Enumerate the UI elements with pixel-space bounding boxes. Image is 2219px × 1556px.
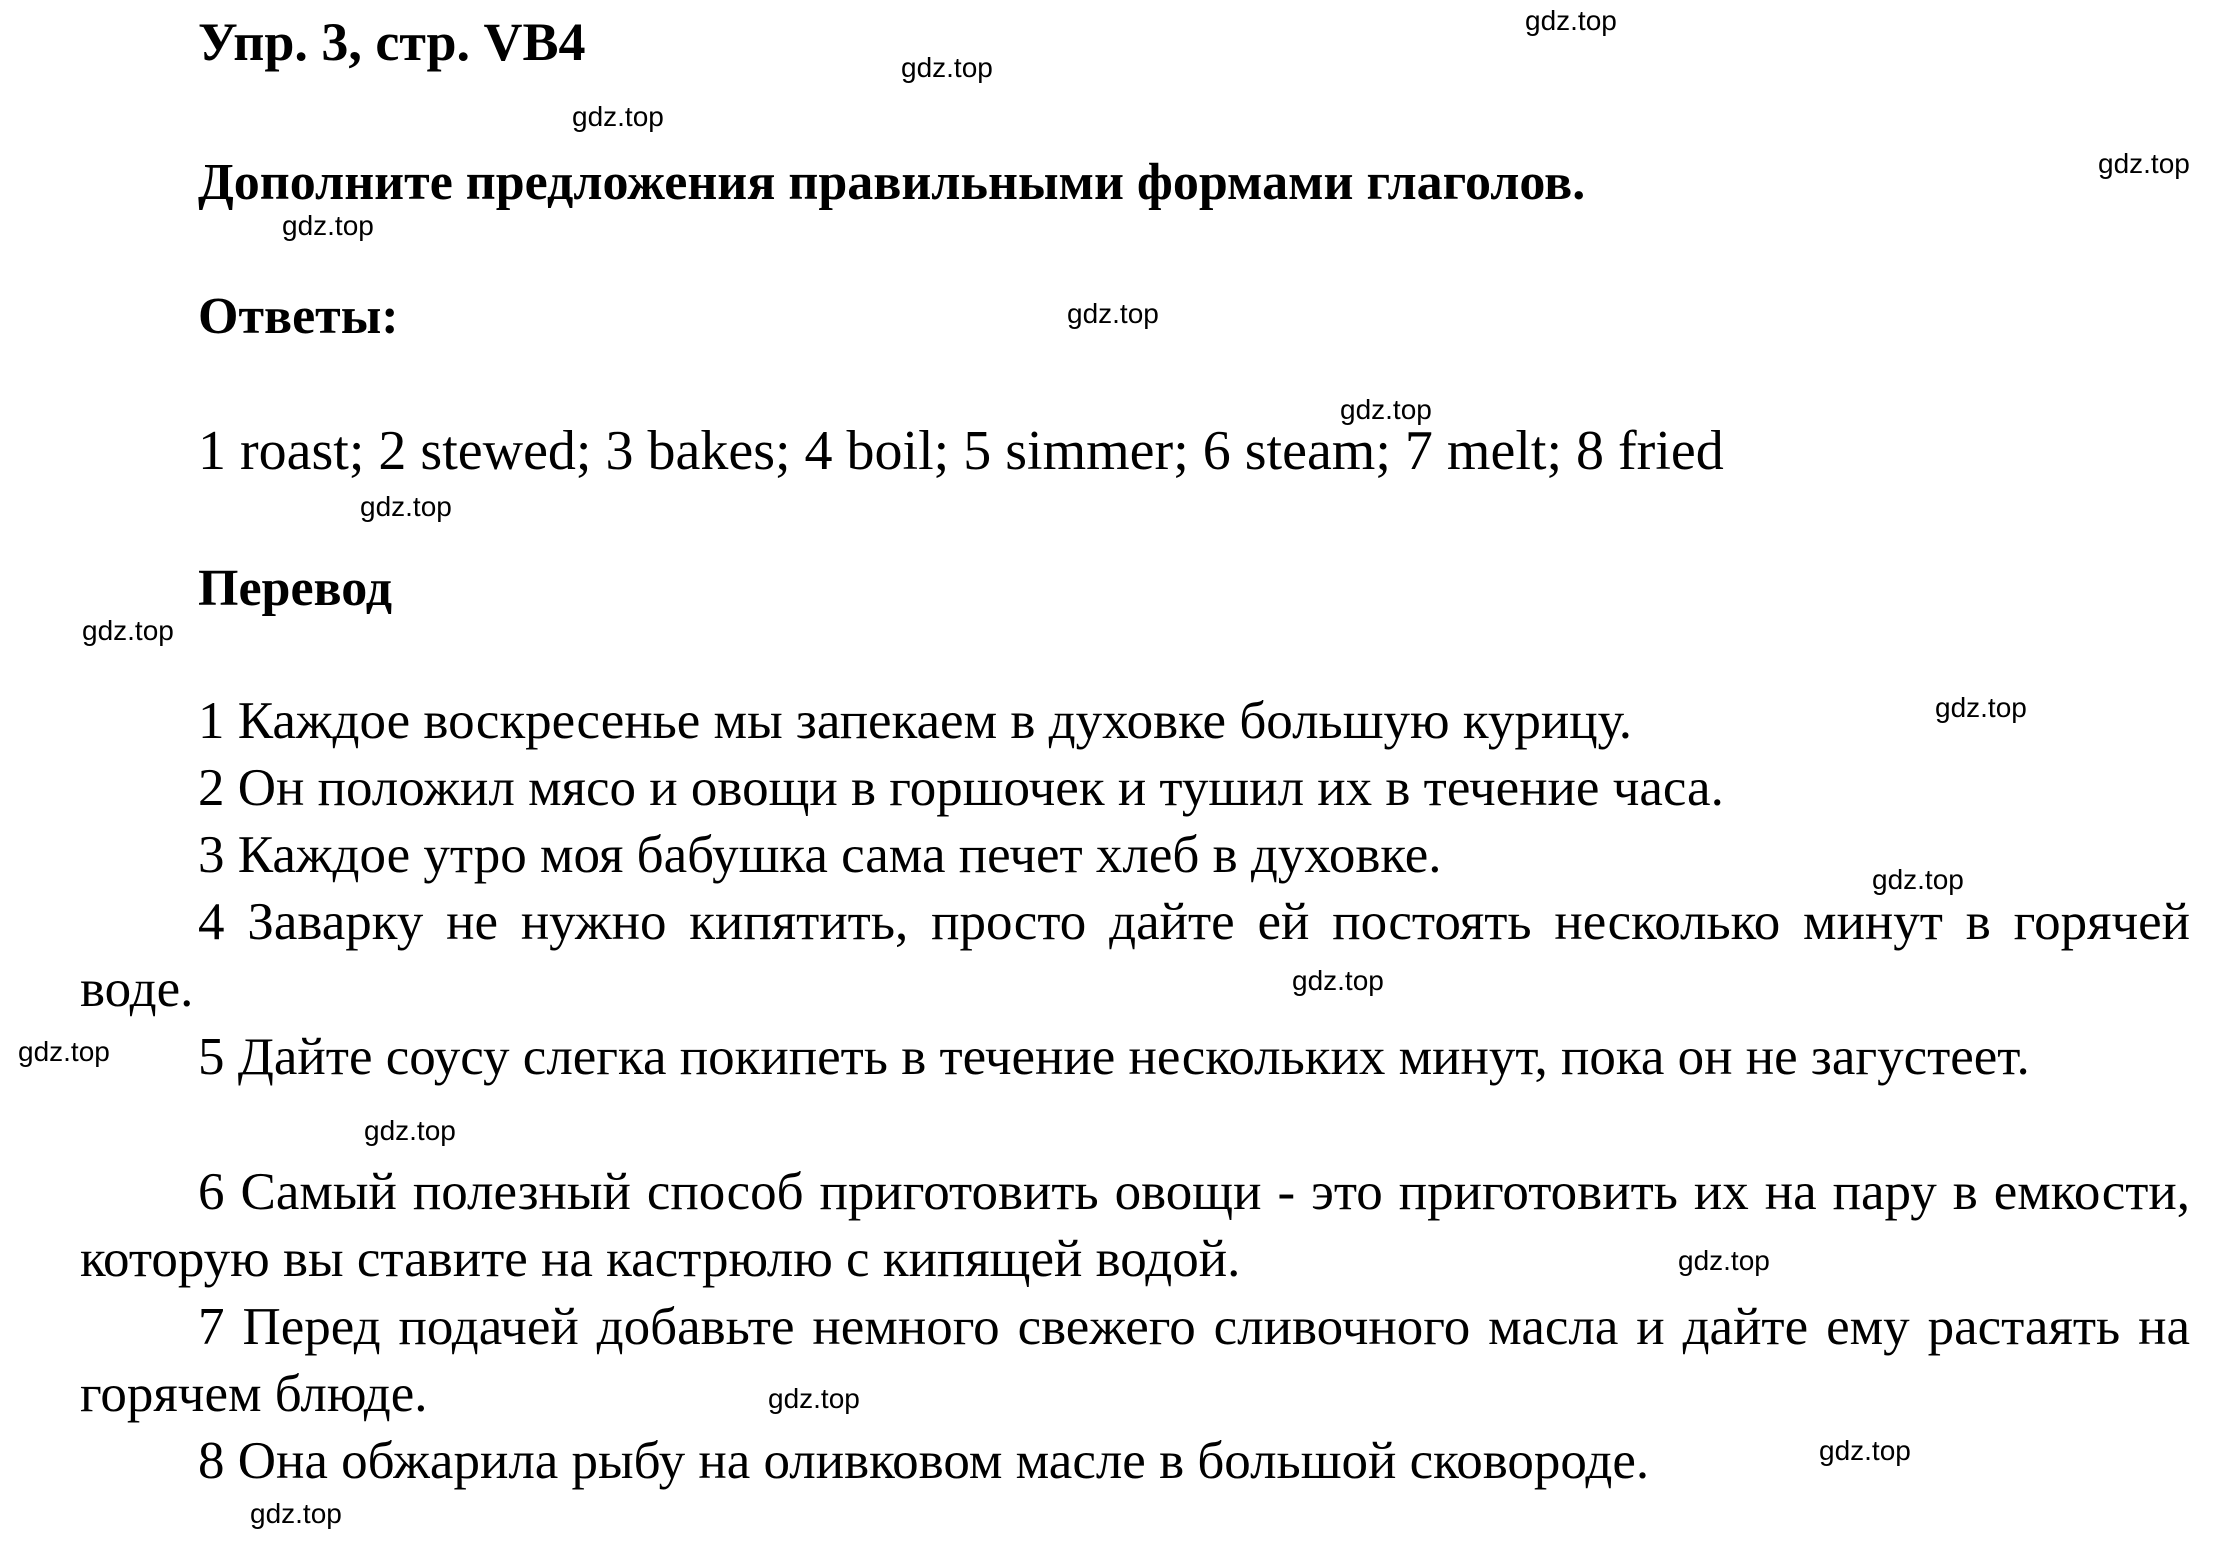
watermark: gdz.top	[572, 101, 664, 132]
watermark: gdz.top	[1819, 1435, 1911, 1466]
watermark: gdz.top	[282, 210, 374, 241]
translation-heading: Перевод	[198, 560, 393, 617]
task-instruction: Дополните предложения правильными формами глаголов.	[198, 154, 1586, 211]
watermark: gdz.top	[18, 1036, 110, 1067]
watermark: gdz.top	[1872, 864, 1964, 895]
translation-sentence-2: 2 Он положил мясо и овощи в горшочек и тушил их в течение часа.	[198, 759, 1724, 817]
translation-sentence-1: 1 Каждое воскресенье мы запекаем в духовке большую курицу.	[198, 692, 1633, 750]
watermark: gdz.top	[901, 52, 993, 83]
watermark: gdz.top	[1678, 1245, 1770, 1276]
watermark: gdz.top	[1292, 965, 1384, 996]
watermark: gdz.top	[250, 1498, 342, 1529]
watermark: gdz.top	[364, 1115, 456, 1146]
watermark: gdz.top	[1525, 5, 1617, 36]
watermark: gdz.top	[1067, 298, 1159, 329]
watermark: gdz.top	[82, 615, 174, 646]
translation-sentence-4: 4 Заварку не нужно кипятить, просто дайте ей постоять несколько минут в горячей воде.	[80, 893, 2190, 1018]
watermark: gdz.top	[768, 1383, 860, 1414]
translation-sentence-5: 5 Дайте соусу слегка покипеть в течение нескольких минут, пока он не загустеет.	[198, 1028, 2030, 1086]
exercise-title: Упр. 3, стр. VB4	[198, 12, 586, 72]
watermark: gdz.top	[2098, 148, 2190, 179]
answers-heading: Ответы:	[198, 288, 399, 345]
answers-line: 1 roast; 2 stewed; 3 bakes; 4 boil; 5 simmer; 6 steam; 7 melt; 8 fried	[198, 420, 1724, 482]
translation-sentence-3: 3 Каждое утро моя бабушка сама печет хлеб в духовке.	[198, 826, 1442, 884]
translation-sentence-6: 6 Самый полезный способ приготовить овощи - это приготовить их на пару в емкости, которую вы ставите на кастрюлю с кипящей водой.	[80, 1163, 2190, 1288]
translation-sentence-8: 8 Она обжарила рыбу на оливковом масле в большой сковороде.	[198, 1432, 1650, 1490]
watermark: gdz.top	[1935, 692, 2027, 723]
watermark: gdz.top	[360, 491, 452, 522]
watermark: gdz.top	[1340, 394, 1432, 425]
translation-sentence-7: 7 Перед подачей добавьте немного свежего сливочного масла и дайте ему растаять на горячем блюде.	[80, 1298, 2190, 1423]
